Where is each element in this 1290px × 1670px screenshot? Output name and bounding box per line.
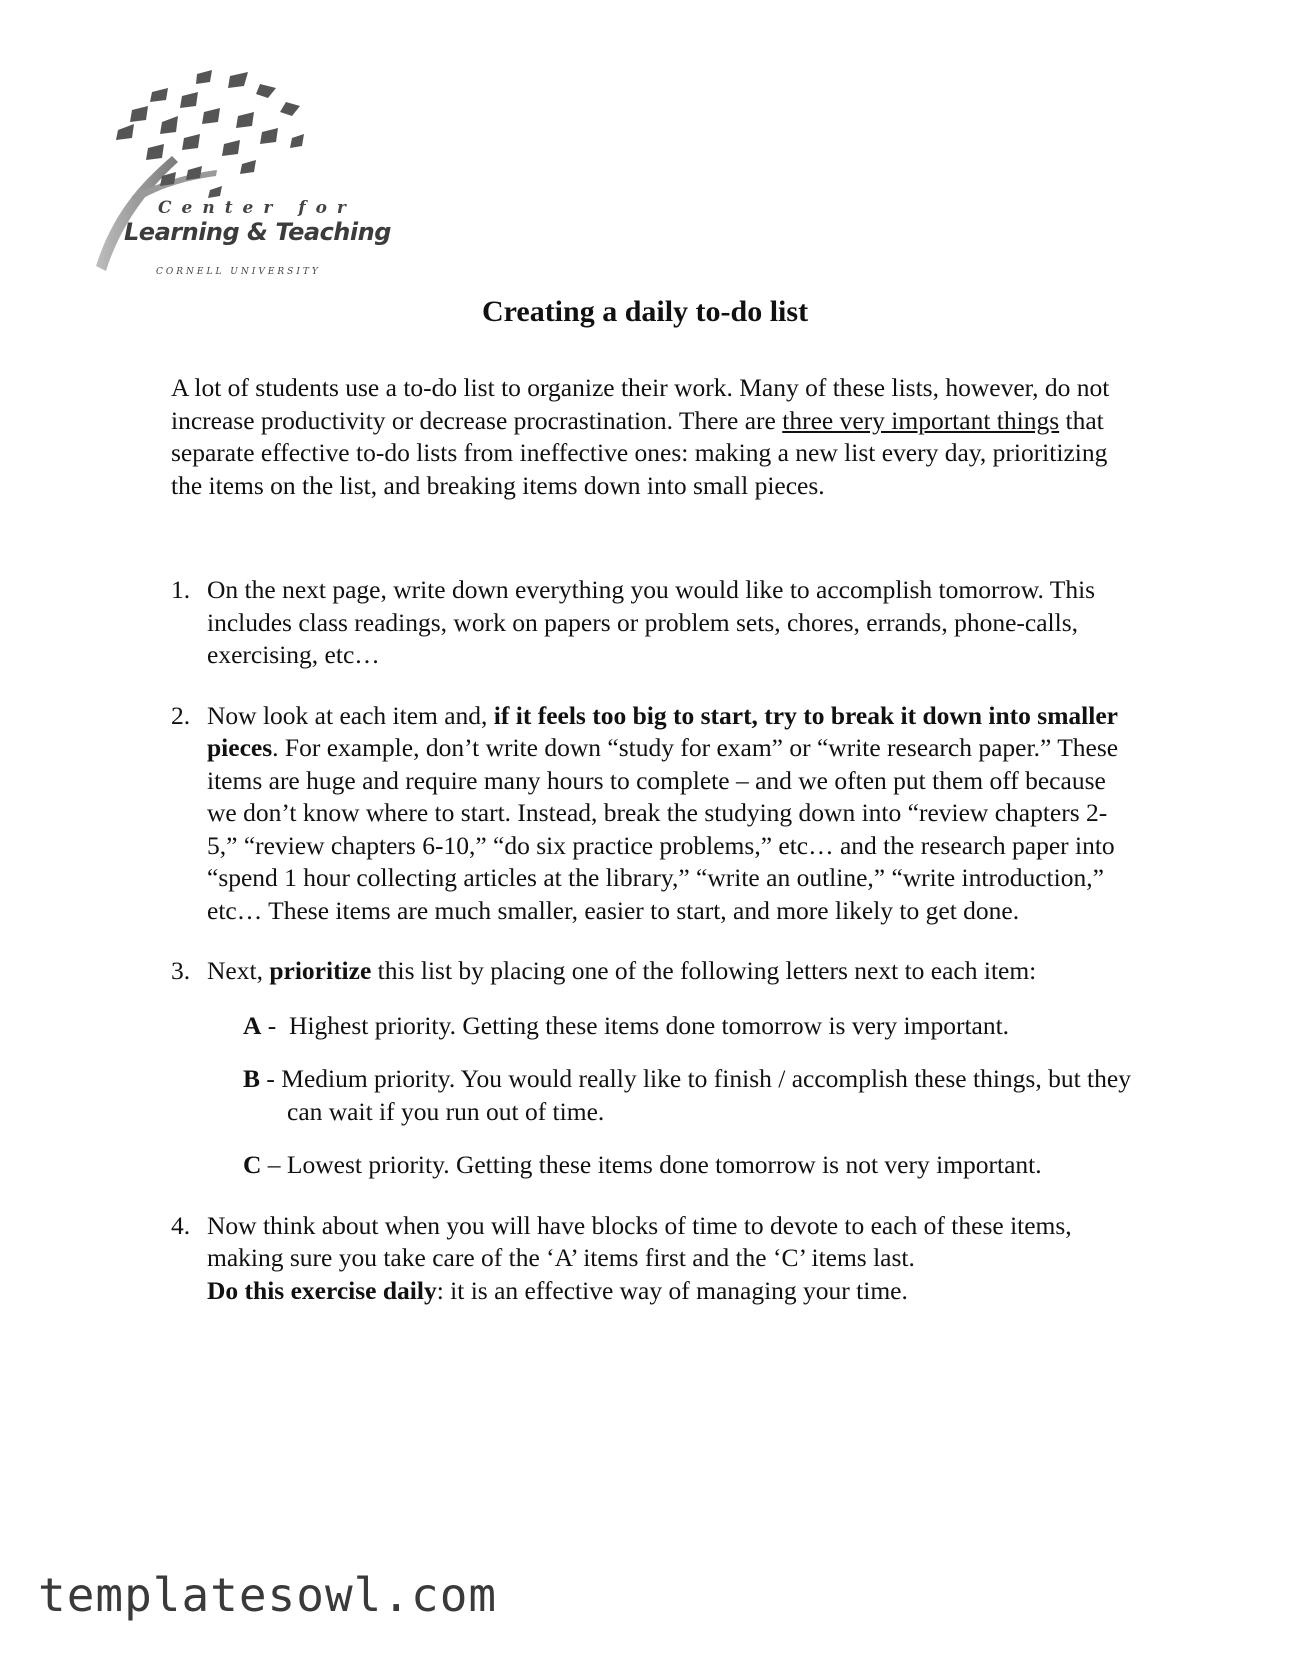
step-number: 3.	[171, 956, 191, 985]
list-item	[171, 574, 1131, 672]
intro-text-2: that separate effective to-do lists from ineffective ones: making a new list every day, prioritizing the items on the list, and breaking items down into small pieces.	[171, 405, 1108, 500]
step-bold-text: if it feels too big to start, try to break it down into smaller pieces	[207, 700, 1118, 762]
priority-item-c	[243, 1149, 1131, 1182]
center-logo	[92, 66, 392, 302]
intro-text-1: A lot of students use a to-do list to organize their work. Many of these lists, however, do not increase productivity or decrease procrastination. There are	[171, 373, 1110, 435]
priority-text: Lowest priority. Getting these items done tomorrow is not very important.	[286, 1150, 1042, 1179]
step-text: Now think about when you will have blocks of time to devote to each of these items, making sure you take care of the ‘A’ items first and the ‘C’ items last.	[207, 1210, 1072, 1272]
step-text: . For example, don’t write down “study for exam” or “write research paper.” These items are huge and require many hours to complete – and we often put them off because we don’t know where to start. Instead, break the studying down into “review chapters 2-5,” “review chapters 6-10,” “do six practice problems,” etc… and the research paper into “spend 1 hour collecting articles at the library,” “write an outline,” “write introduction,” etc… These items are much smaller, easier to start, and more likely to get done.	[207, 733, 1119, 925]
step-text: On the next page, write down everything you would like to accomplish tomorrow. This includes class readings, work on papers or problem sets, chores, errands, phone-calls, exercising, etc…	[207, 575, 1096, 669]
priority-list	[243, 1010, 1131, 1182]
priority-text: Highest priority. Getting these items done tomorrow is very important.	[289, 1010, 1010, 1040]
priority-letter: B	[243, 1064, 261, 1093]
step-bold-text: Do this exercise daily	[207, 1275, 437, 1305]
step-text: Next,	[207, 956, 270, 985]
logo-line-cornell: CORNELL UNIVERSITY	[156, 267, 321, 277]
logo-line-learning-teaching: Learning & Teaching	[124, 218, 391, 246]
page-title: Creating a daily to-do list	[481, 295, 809, 328]
priority-item-b	[243, 1063, 1131, 1128]
list-item	[171, 955, 1131, 1182]
step-text: this list by placing one of the following letters next to each item:	[371, 956, 1037, 985]
steps-list	[171, 574, 1131, 1335]
step-bold-text: prioritize	[269, 956, 372, 985]
priority-separator: –	[261, 1150, 287, 1179]
logo-line-center-for: Center for	[158, 198, 356, 218]
watermark: templatesowl.com	[38, 1568, 498, 1622]
priority-letter: C	[243, 1150, 262, 1179]
step-number: 4.	[171, 1210, 191, 1240]
list-item	[171, 700, 1131, 928]
list-item	[171, 1210, 1131, 1308]
step-text: Now look at each item and,	[207, 700, 494, 730]
step-text: : it is an effective way of managing your time.	[436, 1275, 908, 1305]
priority-separator: -	[261, 1010, 290, 1040]
priority-separator: -	[260, 1064, 282, 1093]
intro-underlined-text: three very important things	[782, 405, 1060, 435]
step-number: 1.	[171, 575, 191, 604]
priority-text: Medium priority. You would really like to finish / accomplish these things, but they can wait if you run out of time.	[281, 1064, 1131, 1126]
intro-paragraph	[171, 372, 1121, 502]
step-number: 2.	[171, 700, 191, 730]
priority-item-a	[243, 1010, 1131, 1043]
priority-letter: A	[243, 1010, 262, 1040]
